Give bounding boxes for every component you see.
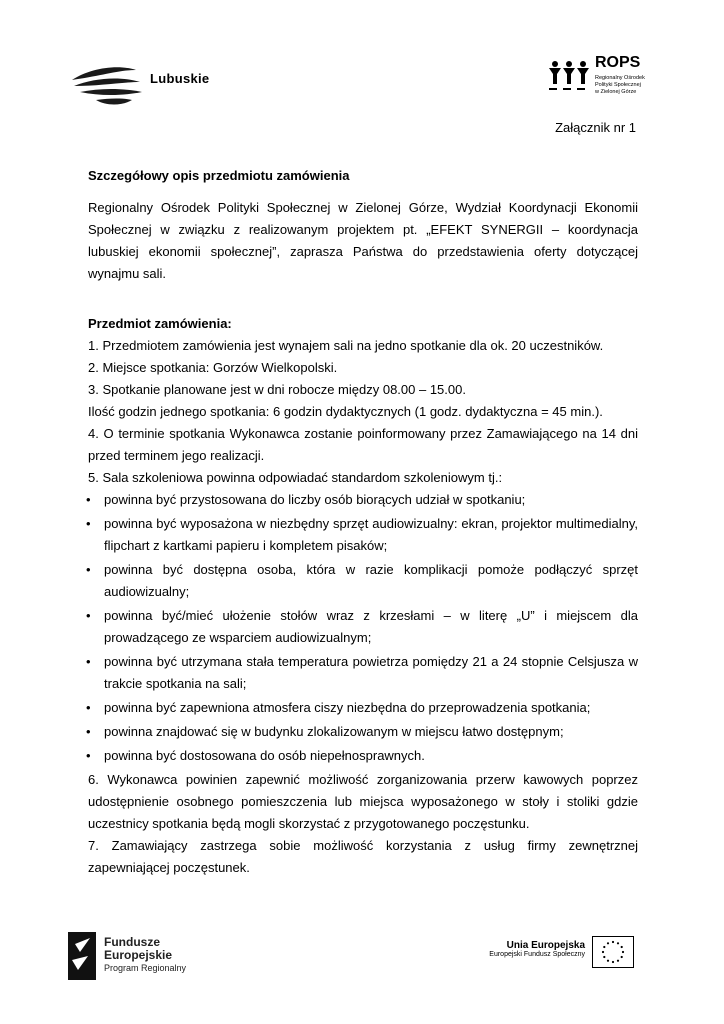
- list-item: • powinna znajdować się w budynku zlokalizowanym w miejscu łatwo dostępnym;: [88, 721, 638, 743]
- eu-flag-icon: [592, 936, 634, 968]
- annex-label: Załącznik nr 1: [555, 120, 636, 135]
- fundusze-europejskie-logo: [66, 930, 196, 990]
- document-title: Szczegółowy opis przedmiotu zamówienia: [88, 168, 350, 183]
- list-item: • powinna być utrzymana stała temperatura powietrza pomiędzy 21 a 24 stopnie Celsjusza w trakcie spotkania na sali;: [88, 651, 638, 695]
- item-6: 6. Wykonawca powinien zapewnić możliwość zorganizowania przerw kawowych poprzez udostępnienie osobnego pomieszczenia lub miejsca wyposażonego w stoły i stoliki gdzie uczestnicy spotkania będą mogli skorzystać z przygotowanego poczęstunku.: [88, 772, 638, 831]
- list-item: • powinna być/mieć ułożenie stołów wraz z krzesłami – w literę „U” i miejscem dla prowadzącego ze wsparciem audiowizualnym;: [88, 605, 638, 649]
- rops-logo-subtitle: [595, 75, 645, 96]
- list-item: • powinna być przystosowana do liczby osób biorących udział w spotkaniu;: [88, 489, 638, 511]
- list-item: • powinna być zapewniona atmosfera ciszy niezbędna do przeprowadzenia spotkania;: [88, 697, 638, 719]
- fe-line-3: Program Regionalny: [104, 963, 187, 973]
- rops-logo-title: ROPS: [595, 54, 641, 71]
- ue-title: Unia Europejska: [506, 940, 585, 951]
- item-3: 3. Spotkanie planowane jest w dni robocze między 08.00 – 15.00.: [88, 382, 466, 397]
- rops-subtitle-line: Polityki Społecznej: [595, 82, 641, 88]
- item-5: 5. Sala szkoleniowa powinna odpowiadać standardom szkoleniowym tj.:: [88, 470, 503, 485]
- item-4: 4. O terminie spotkania Wykonawca zostanie poinformowany przez Zamawiającego na 14 dni przed terminem jego realizacji.: [88, 426, 638, 463]
- fe-line-2: Europejskie: [104, 948, 173, 962]
- intro-paragraph: Regionalny Ośrodek Polityki Społecznej w Zielonej Górze, Wydział Koordynacji Ekonomii Społecznej w związku z realizowanym projektem pt. „EFEKT SYNERGII – koordynacja lubuskiej ekonomii społecznej”, zaprasza Państwa do przedstawienia oferty dotyczącej wynajmu sali.: [88, 200, 638, 281]
- rops-subtitle-line: w Zielonej Górze: [595, 89, 637, 95]
- ue-logo-text: [483, 940, 585, 958]
- rops-figures-icon: [543, 40, 595, 100]
- ue-subtitle: Europejski Fundusz Społeczny: [489, 951, 585, 958]
- lubuskie-logo-text: Lubuskie: [150, 71, 210, 86]
- rops-logo: [543, 40, 669, 110]
- list-item: • powinna być dostosowana do osób niepełnosprawnych.: [88, 745, 638, 767]
- lubuskie-logo: [70, 62, 220, 108]
- subject-heading: Przedmiot zamówienia:: [88, 316, 232, 331]
- requirements-list: [88, 489, 638, 767]
- item-2: 2. Miejsce spotkania: Gorzów Wielkopolski.: [88, 360, 338, 375]
- list-item: • powinna być dostępna osoba, która w razie komplikacji pomoże podłączyć sprzęt audiowizualny;: [88, 559, 638, 603]
- fe-star-emblem-icon: [66, 930, 100, 982]
- fe-logo-text: [104, 936, 186, 975]
- page-footer: [0, 920, 724, 1000]
- document-body: [88, 165, 638, 879]
- page-header: [0, 0, 724, 120]
- rops-subtitle-line: Regionalny Ośrodek: [595, 75, 645, 81]
- list-item: • powinna być wyposażona w niezbędny sprzęt audiowizualny: ekran, projektor multimedialny, flipchart z kartkami papieru i kompletem pisaków;: [88, 513, 638, 557]
- item-1: 1. Przedmiotem zamówienia jest wynajem sali na jedno spotkanie dla ok. 20 uczestników.: [88, 338, 604, 353]
- item-7: 7. Zamawiający zastrzega sobie możliwość korzystania z usług firmy zewnętrznej zapewniającej poczęstunek.: [88, 838, 638, 875]
- item-3-hours: Ilość godzin jednego spotkania: 6 godzin dydaktycznych (1 godz. dydaktyczna = 45 min.).: [88, 404, 603, 419]
- fe-line-1: Fundusze: [104, 935, 160, 949]
- lubuskie-emblem-icon: [70, 62, 150, 108]
